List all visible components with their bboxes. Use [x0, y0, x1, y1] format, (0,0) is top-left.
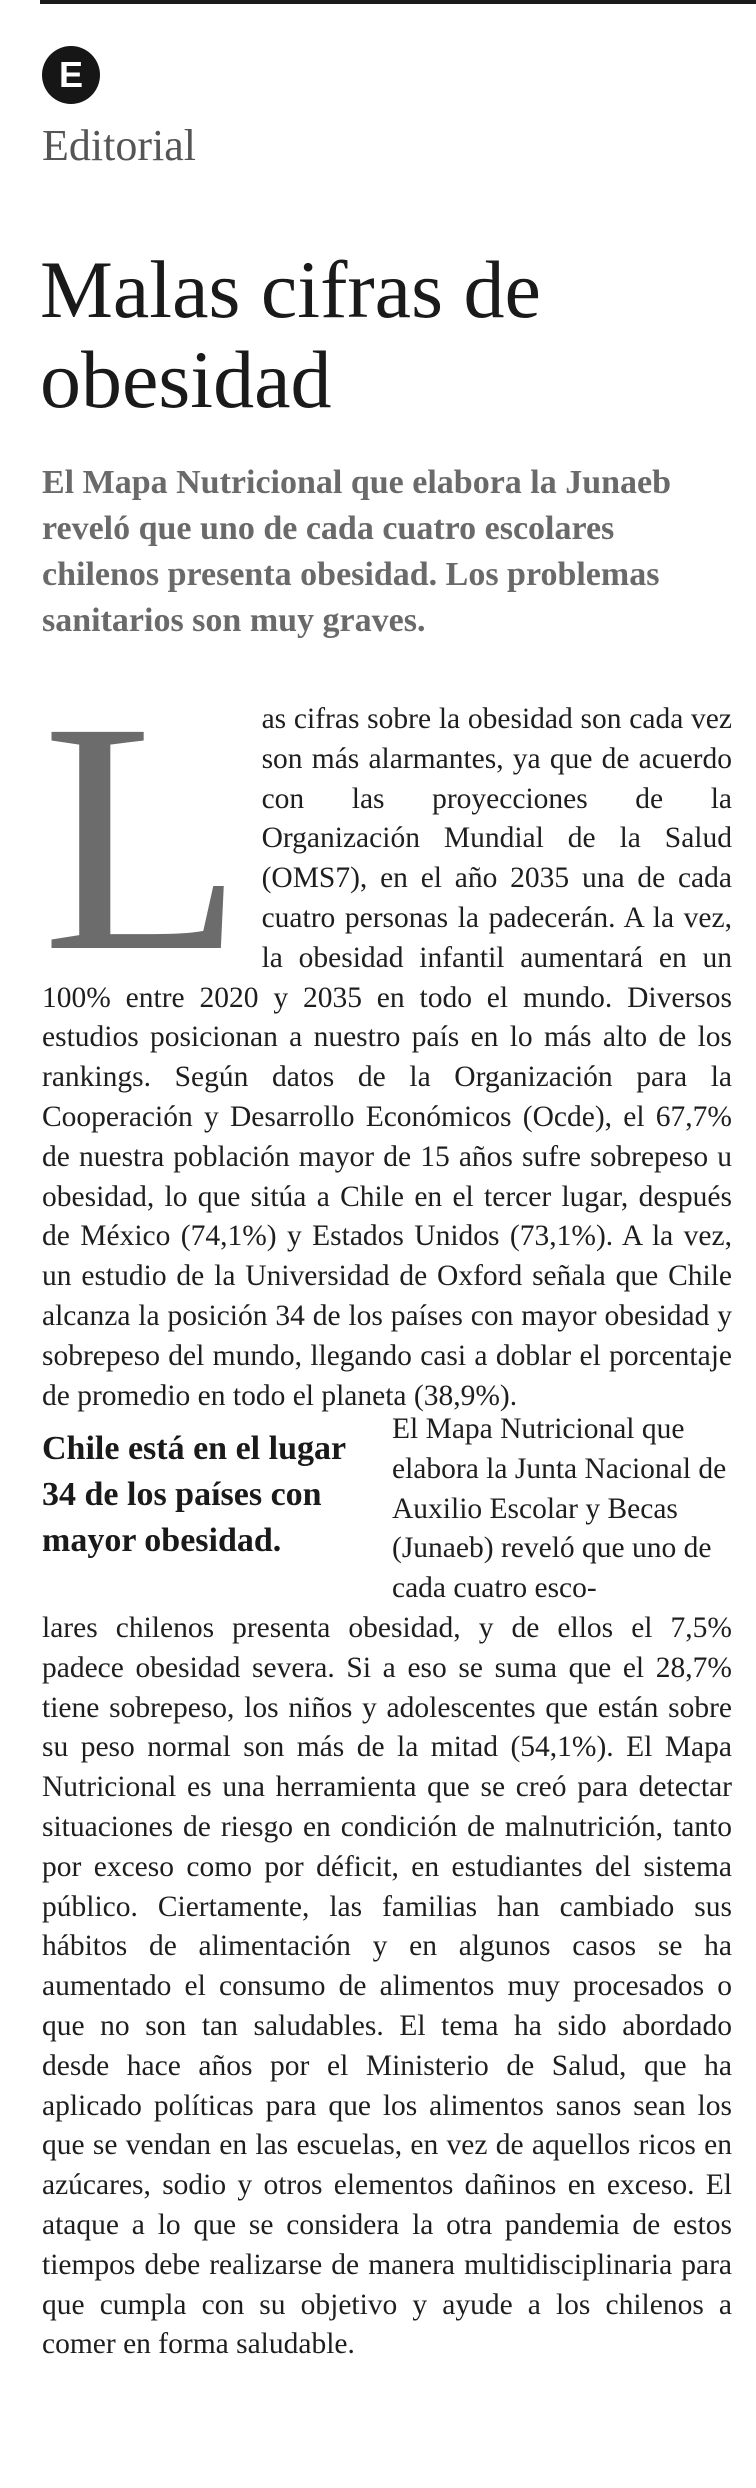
lead-paragraph: El Mapa Nutricional que elabora la Junaeb reveló que uno de cada cuatro escolares chilenos presenta obesidad. Los problemas sanitarios son muy graves.	[42, 464, 672, 639]
drop-cap: L	[42, 655, 244, 1020]
section-label: Editorial	[42, 121, 196, 170]
top-rule	[40, 0, 756, 4]
pull-quote: Chile está en el lugar 34 de los países con mayor obesidad.	[42, 1430, 346, 1559]
body-paragraph-2-lead: El Mapa Nutricional que elabora la Junta Nacional de Auxilio Escolar y Becas (Junaeb) reveló que uno de cada cuatro esco-	[392, 1413, 727, 1605]
editorial-badge-icon: E	[42, 46, 100, 104]
headline: Malas cifras de obesidad	[40, 244, 541, 425]
body-paragraph-1	[42, 655, 732, 1416]
body-paragraph-1-text: as cifras sobre la obesidad son cada vez son más alarmantes, ya que de acuerdo con las proyecciones de la Organización Mundial de la Salud (OMS7), en el año 2035 una de cada cuatro personas la padecerán. A la vez, la obesidad infantil aumentará en un 100% entre 2020 y 2035 en todo el mundo. Diversos estudios posicionan a nuestro país en lo más alto de los rankings. Según datos de la Organización para la Cooperación y Desarrollo Económicos (Ocde), el 67,7% de nuestra población mayor de 15 años sufre sobrepeso u obesidad, lo que sitúa a Chile en el tercer lugar, después de México (74,1%) y Estados Unidos (73,1%). A la vez, un estudio de la Universidad de Oxford señala que Chile alcanza la posición 34 de los países con mayor obesidad y sobrepeso del mundo, llegando casi a doblar el porcentaje de promedio en todo el planeta (38,9%).	[42, 703, 732, 1412]
body-paragraph-2: lares chilenos presenta obesidad, y de ellos el 7,5% padece obesidad severa. Si a eso se suma que el 28,7% tiene sobrepeso, los niños y adolescentes que están sobre su peso normal son más de la mitad (54,1%). El Mapa Nutricional es una herramienta que se creó para detectar situaciones de riesgo en condición de malnutrición, tanto por exceso como por déficit, en estudiantes del sistema público. Ciertamente, las familias han cambiado sus hábitos de alimentación y en algunos casos se ha aumentado el consumo de alimentos muy procesados o que no son tan saludables. El tema ha sido abordado desde hace años por el Ministerio de Salud, que ha aplicado políticas para que los alimentos sanos sean los que se vendan en las escuelas, en vez de aquellos ricos en azúcares, sodio y otros elementos dañinos en exceso. El ataque a lo que se considera la otra pandemia de estos tiempos debe realizarse de manera multidisciplinaria para que cumpla con su objetivo y ayude a los chilenos a comer en forma saludable.	[42, 1612, 732, 2361]
